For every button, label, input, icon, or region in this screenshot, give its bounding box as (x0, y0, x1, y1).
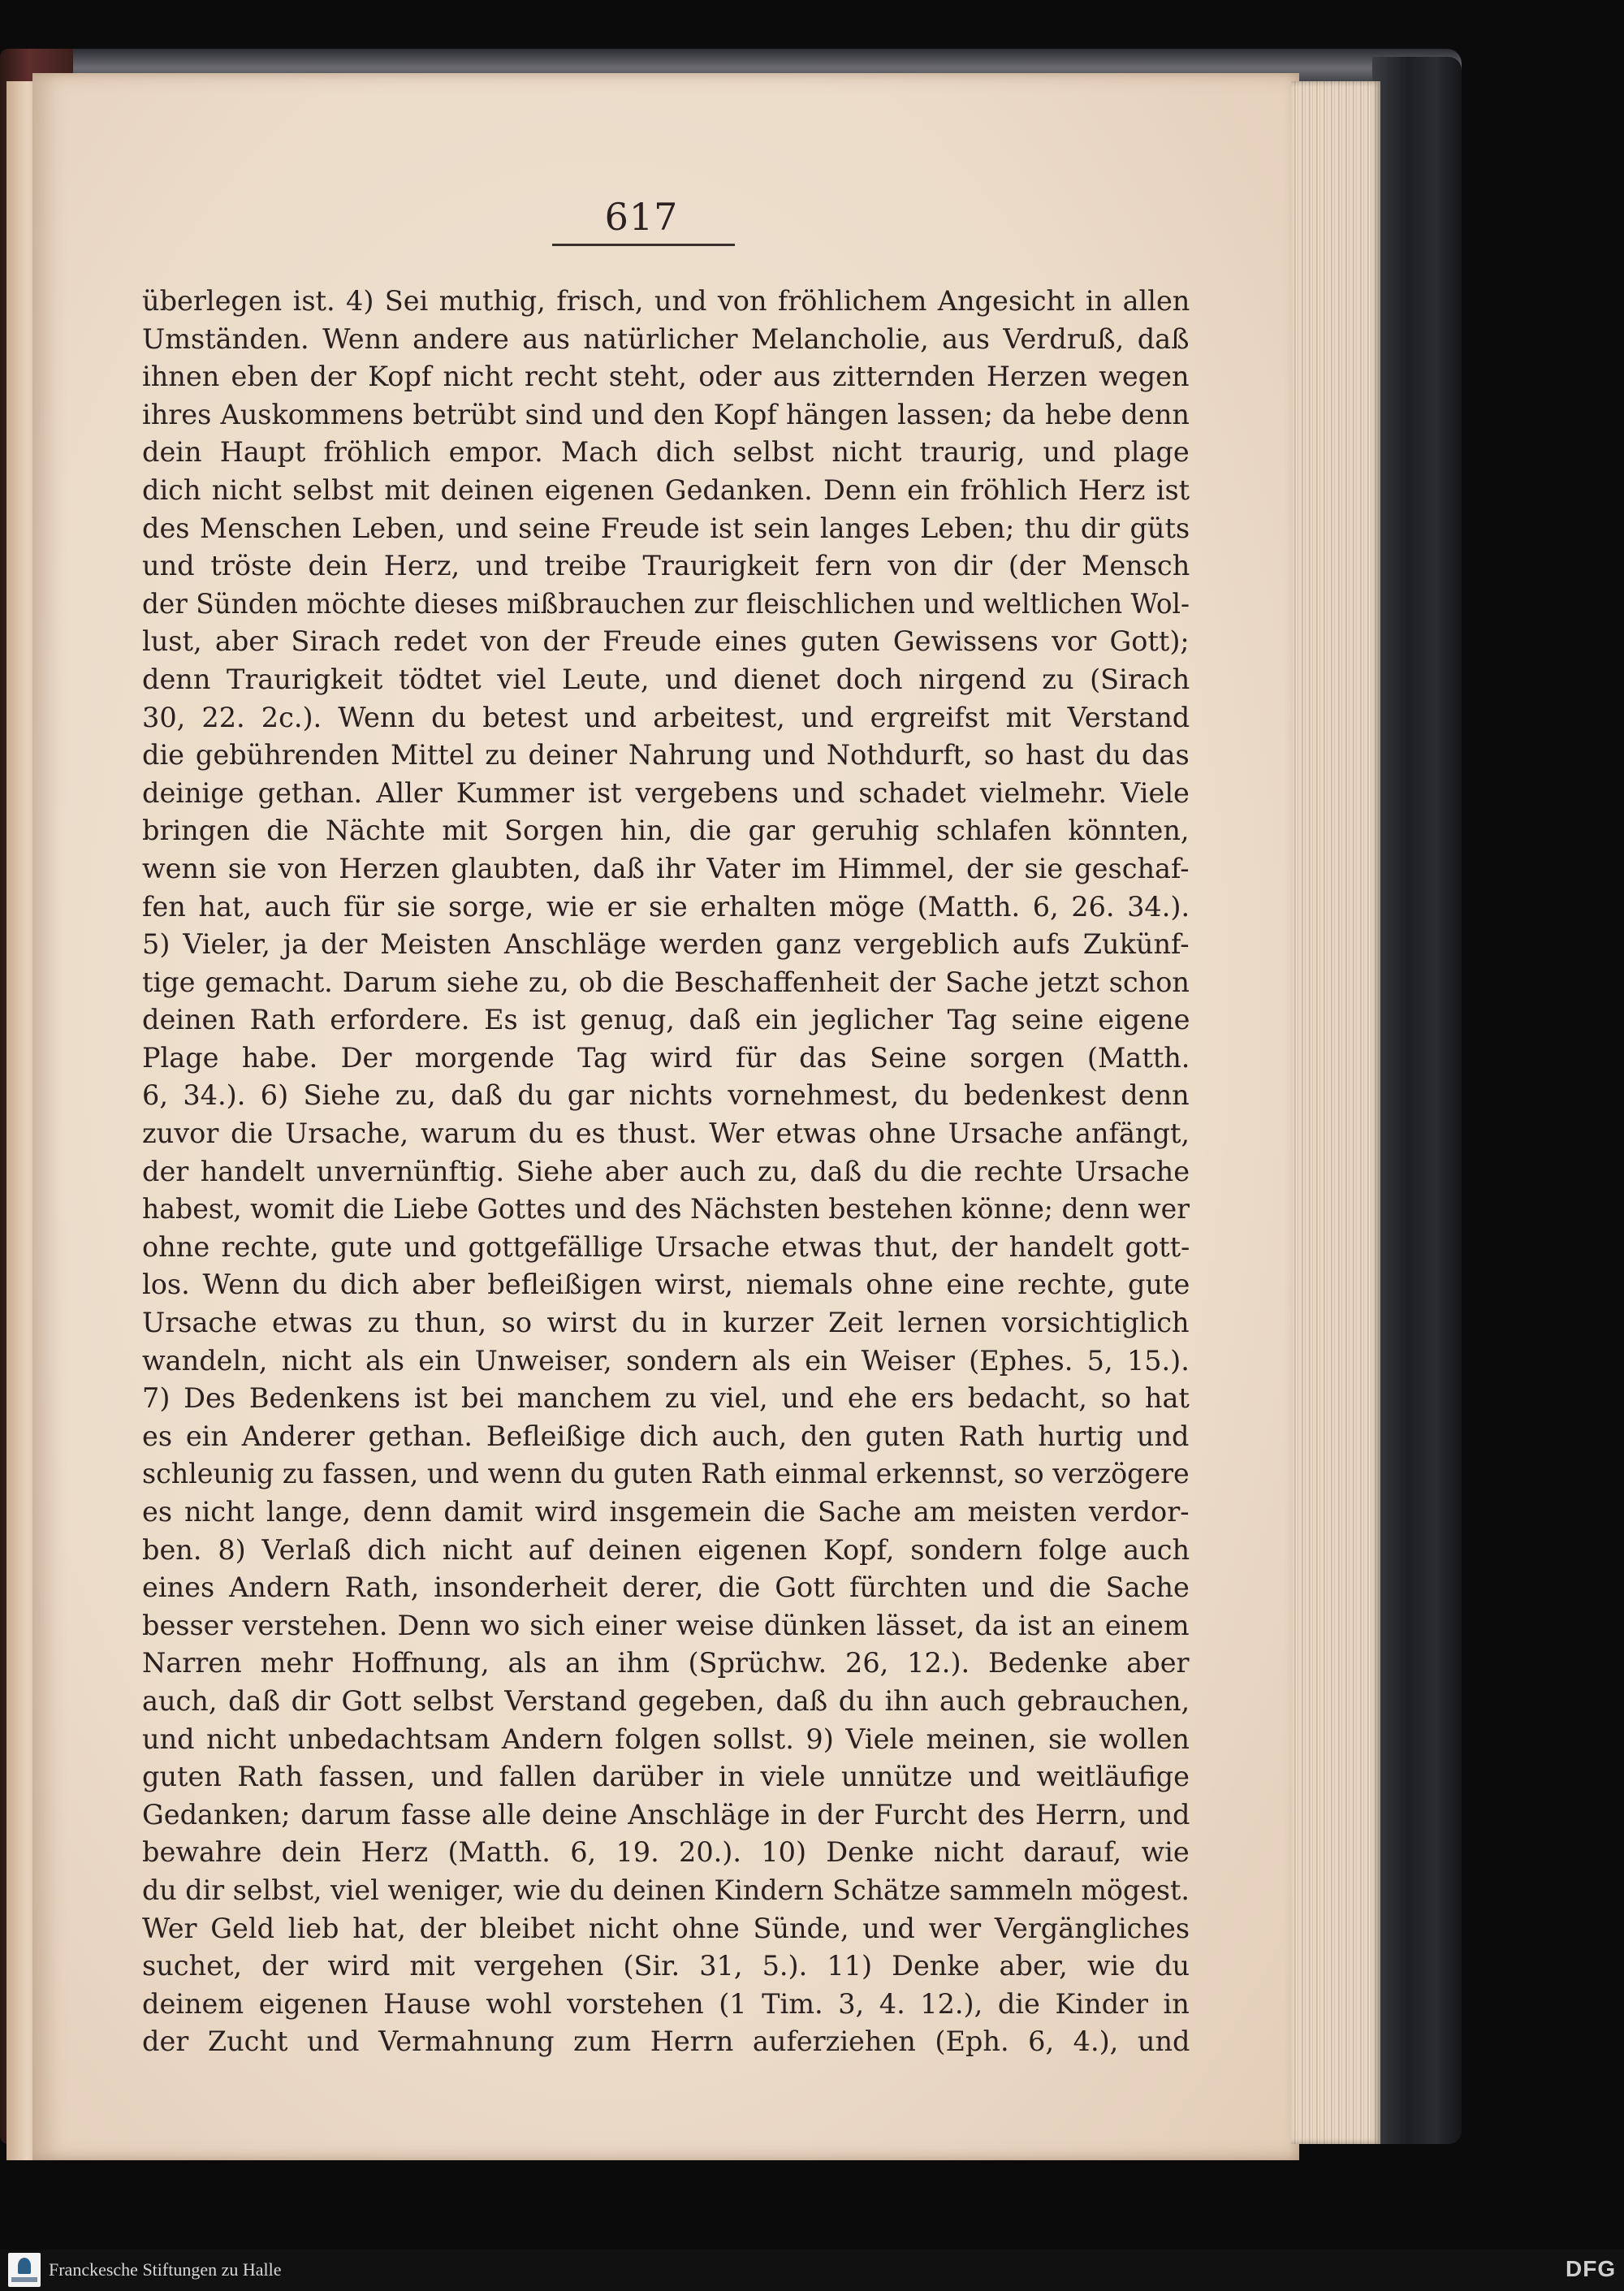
text-line: 6, 34.). 6) Siehe zu, daß du gar nichts vornehmest, du bedenkest denn (142, 1079, 1190, 1112)
text-line: dein Haupt fröhlich empor. Mach dich selbst nicht traurig, und plage (142, 436, 1190, 469)
text-line: und nicht unbedachtsam Andern folgen sollst. 9) Viele meinen, sie wollen (142, 1723, 1190, 1755)
text-line: des Menschen Leben, und seine Freude ist sein langes Leben; thu dir güts (142, 512, 1190, 544)
text-line: 7) Des Bedenkens ist bei manchem zu viel, und ehe ers bedacht, so hat (142, 1382, 1190, 1415)
text-line: guten Rath fassen, und fallen darüber in viele unnütze und weitläufige (142, 1761, 1190, 1793)
book-page (32, 73, 1299, 2160)
page-stack-edge (1291, 81, 1380, 2144)
book-cover-right (1372, 57, 1462, 2144)
text-line: tige gemacht. Darum siehe zu, ob die Beschaffenheit der Sache jetzt schon (142, 966, 1190, 998)
text-line: du dir selbst, viel weniger, wie du deinen Kindern Schätze sammeln mögest. (142, 1874, 1190, 1906)
text-line: eines Andern Rath, insonderheit derer, die Gott fürchten und die Sache (142, 1571, 1190, 1604)
text-line: bewahre dein Herz (Matth. 6, 19. 20.). 10) Denke nicht darauf, wie (142, 1836, 1190, 1869)
text-line: der Sünden möchte dieses mißbrauchen zur fleischlichen und weltlichen Wol- (142, 587, 1190, 620)
text-line: es nicht lange, denn damit wird insgemein die Sache am meisten verdor- (142, 1496, 1190, 1528)
text-line: Wer Geld lieb hat, der bleibet nicht ohne Sünde, und wer Vergängliches (142, 1912, 1190, 1944)
text-line: schleunig zu fassen, und wenn du guten Rath einmal erkennst, so verzögere (142, 1458, 1190, 1490)
text-line: zuvor die Ursache, warum du es thust. Wer etwas ohne Ursache anfängt, (142, 1117, 1190, 1150)
text-line: und tröste dein Herz, und treibe Traurigkeit fern von dir (der Mensch (142, 550, 1190, 582)
text-line: los. Wenn du dich aber befleißigen wirst, niemals ohne eine rechte, gute (142, 1269, 1190, 1301)
page-number: 617 (604, 195, 679, 239)
text-line: Gedanken; darum fasse alle deine Anschläge in der Furcht des Herrn, und (142, 1798, 1190, 1831)
dfg-logo: DFG (1566, 2256, 1617, 2281)
text-line: ben. 8) Verlaß dich nicht auf deinen eigenen Kopf, sondern folge auch (142, 1533, 1190, 1566)
text-line: dich nicht selbst mit deinen eigenen Gedanken. Denn ein fröhlich Herz ist (142, 473, 1190, 506)
text-line: 30, 22. 2c.). Wenn du betest und arbeitest, und ergreifst mit Verstand (142, 701, 1190, 733)
text-line: überlegen ist. 4) Sei muthig, frisch, und von fröhlichem Angesicht in allen (142, 285, 1190, 317)
text-line: Plage habe. Der morgende Tag wird für das Seine sorgen (Matth. (142, 1041, 1190, 1074)
text-line: deinem eigenen Hause wohl vorstehen (1 Tim. 3, 4. 12.), die Kinder in (142, 1987, 1190, 2020)
text-line: auch, daß dir Gott selbst Verstand gegeben, daß du ihn auch gebrauchen, (142, 1684, 1190, 1717)
text-line: wandeln, nicht als ein Unweiser, sondern als ein Weiser (Ephes. 5, 15.). (142, 1344, 1190, 1377)
text-line: bringen die Nächte mit Sorgen hin, die gar geruhig schlafen könnten, (142, 815, 1190, 847)
text-line: Ursache etwas zu thun, so wirst du in kurzer Zeit lernen vorsichtiglich (142, 1307, 1190, 1339)
page-number-rule (552, 244, 735, 246)
text-line: habest, womit die Liebe Gottes und des Nächsten bestehen könne; denn wer (142, 1193, 1190, 1225)
text-line: ihres Auskommens betrübt sind und den Kopf hängen lassen; da hebe denn (142, 398, 1190, 430)
text-line: ihnen eben der Kopf nicht recht steht, oder aus zitternden Herzen wegen (142, 361, 1190, 393)
text-line: Narren mehr Hoffnung, als an ihm (Sprüchw. 26, 12.). Bedenke aber (142, 1647, 1190, 1679)
text-line: der Zucht und Vermahnung zum Herrn auferziehen (Eph. 6, 4.), und (142, 2025, 1190, 2058)
text-line: die gebührenden Mittel zu deiner Nahrung und Nothdurft, so hast du das (142, 739, 1190, 772)
text-line: deinen Rath erfordere. Es ist genug, daß ein jeglicher Tag seine eigene (142, 1004, 1190, 1036)
text-line: ohne rechte, gute und gottgefällige Ursache etwas thut, der handelt gott- (142, 1230, 1190, 1263)
text-line: lust, aber Sirach redet von der Freude eines guten Gewissens vor Gott); (142, 625, 1190, 658)
text-line: fen hat, auch für sie sorge, wie er sie erhalten möge (Matth. 6, 26. 34.). (142, 890, 1190, 923)
text-line: suchet, der wird mit vergehen (Sir. 31, 5.). 11) Denke aber, wie du (142, 1950, 1190, 1982)
text-line: 5) Vieler, ja der Meisten Anschläge werden ganz vergeblich aufs Zukünf- (142, 928, 1190, 961)
page-body-text (142, 283, 1190, 2061)
text-line: besser verstehen. Denn wo sich einer weise dünken lässet, da ist an einem (142, 1609, 1190, 1641)
text-line: wenn sie von Herzen glaubten, daß ihr Vater im Himmel, der sie geschaf- (142, 852, 1190, 884)
text-line: der handelt unvernünftig. Siehe aber auch zu, daß du die rechte Ursache (142, 1155, 1190, 1187)
text-line: Umständen. Wenn andere aus natürlicher Melancholie, aus Verdruß, daß (142, 322, 1190, 355)
institution-logo-icon (8, 2253, 41, 2287)
text-line: denn Traurigkeit tödtet viel Leute, und dienet doch nirgend zu (Sirach (142, 663, 1190, 695)
text-line: deinige gethan. Aller Kummer ist vergebens und schadet vielmehr. Viele (142, 776, 1190, 809)
footer-institution-label: Franckesche Stiftungen zu Halle (49, 2259, 282, 2280)
text-line: es ein Anderer gethan. Befleißige dich auch, den guten Rath hurtig und (142, 1420, 1190, 1452)
